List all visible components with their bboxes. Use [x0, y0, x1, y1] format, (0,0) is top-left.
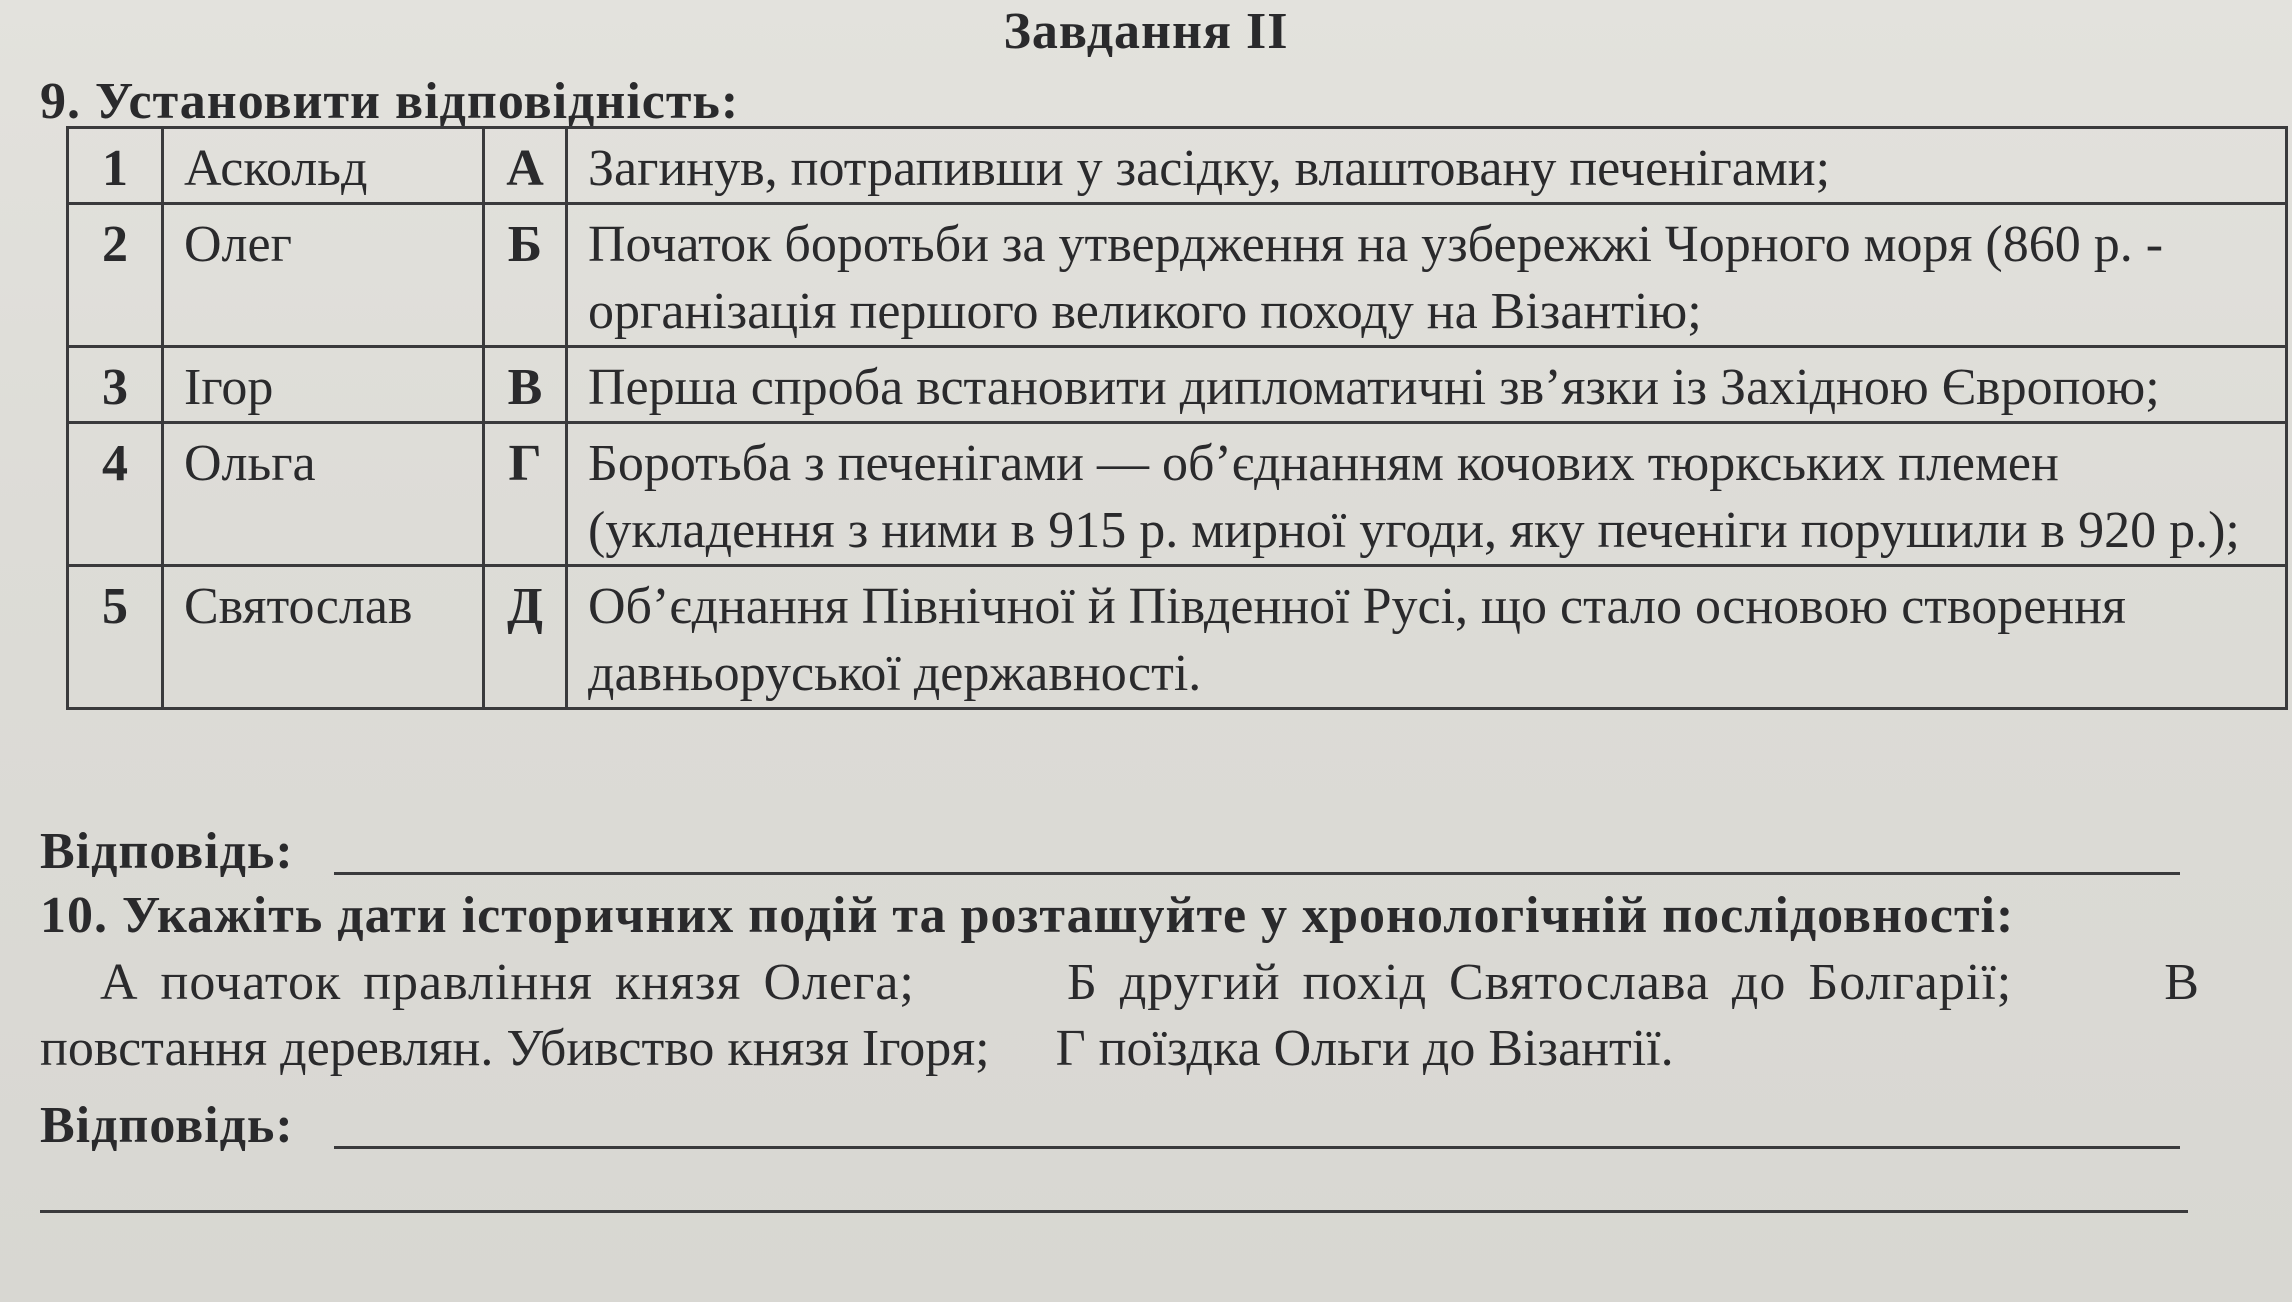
table-row: [68, 566, 2287, 709]
option-letter: Б: [484, 204, 567, 347]
person-name: Ольга: [163, 423, 484, 566]
events-line-1: [40, 950, 2200, 1016]
events-line-2: [40, 1016, 2200, 1082]
table-row: [68, 204, 2287, 347]
row-number: 2: [68, 204, 163, 347]
row-number: 1: [68, 128, 163, 204]
task-9-answer-label: Відповідь:: [40, 823, 294, 880]
row-number: 5: [68, 566, 163, 709]
task-9-title: 9. Установити відповідність:: [40, 73, 740, 130]
section-heading: Завдання ІІ: [1003, 3, 1289, 60]
option-letter: В: [484, 347, 567, 423]
option-description: Боротьба з печенігами — об’єднанням кочових тюркських племен (укладення з ними в 915 р. мирної угоди, яку печеніги порушили в 920 р.);: [567, 423, 2287, 566]
option-description: Загинув, потрапивши у засідку, влаштовану печенігами;: [567, 128, 2287, 204]
person-name: Святослав: [163, 566, 484, 709]
table-row: [68, 423, 2287, 566]
option-letter: Д: [484, 566, 567, 709]
event-c: повстання деревлян. Убивство князя Ігоря;: [40, 1020, 990, 1077]
table-row: [68, 347, 2287, 423]
event-a: А початок правління князя Олега;: [100, 954, 915, 1011]
task-10-events: [40, 950, 2200, 1082]
task-9-answer-line[interactable]: [334, 872, 2180, 875]
event-c-letter: В: [2164, 954, 2200, 1011]
option-description: Перша спроба встановити дипломатичні зв’язки із Західною Європою;: [567, 347, 2287, 423]
row-number: 4: [68, 423, 163, 566]
event-d: Г поїздка Ольги до Візантії.: [1055, 1020, 1674, 1077]
task-10-answer-line-2[interactable]: [40, 1210, 2188, 1213]
option-description: Початок боротьби за утвердження на узбережжі Чорного моря (860 р. - організація першого великого походу на Візантію;: [567, 204, 2287, 347]
task-10-answer-line[interactable]: [334, 1146, 2180, 1149]
option-letter: Г: [484, 423, 567, 566]
task-10-answer-label: Відповідь:: [40, 1097, 294, 1154]
matching-table: [66, 126, 2288, 710]
event-b: Б другий похід Святослава до Болгарії;: [1066, 954, 2013, 1011]
person-name: Ігор: [163, 347, 484, 423]
option-letter: А: [484, 128, 567, 204]
row-number: 3: [68, 347, 163, 423]
person-name: Олег: [163, 204, 484, 347]
table-row: [68, 128, 2287, 204]
person-name: Аскольд: [163, 128, 484, 204]
option-description: Об’єднання Північної й Південної Русі, що стало основою створення давньоруської державності.: [567, 566, 2287, 709]
task-10-title: 10. Укажіть дати історичних подій та розташуйте у хронологічній послідовності:: [40, 887, 2015, 944]
